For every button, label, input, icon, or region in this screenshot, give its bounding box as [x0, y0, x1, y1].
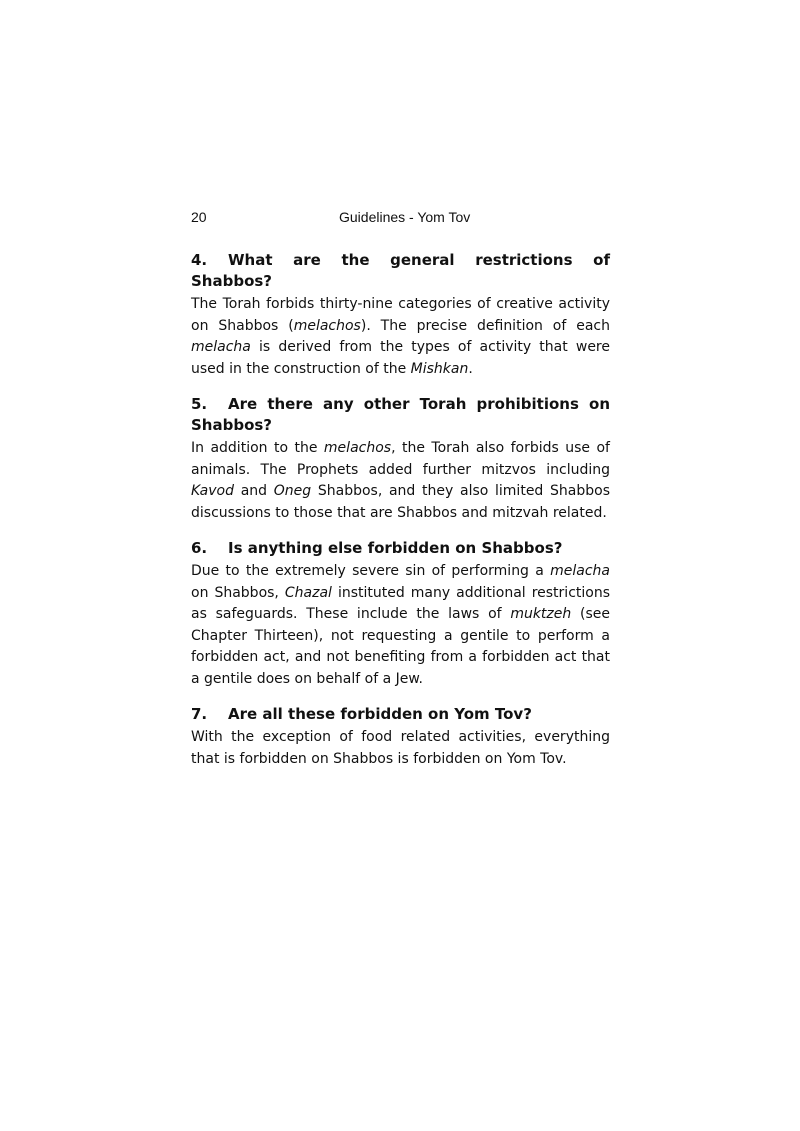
question-text: What are the general restrictions of Shabbos? [191, 251, 610, 290]
italic-term: melacha [550, 563, 610, 579]
answer-paragraph [191, 294, 610, 380]
question-number: 6. [191, 539, 208, 557]
question-number: 7. [191, 705, 208, 723]
italic-term: Mishkan [410, 360, 469, 377]
answer-text: instituted many additional restrictions as safeguards. These include the laws of [191, 584, 611, 622]
answer-text: is derived from the types of activity that were used in the construction of the [191, 339, 610, 377]
question-number: 5. [191, 395, 208, 413]
question-heading [191, 538, 610, 559]
italic-term: Kavod [191, 483, 234, 499]
answer-paragraph [191, 727, 610, 770]
italic-term: melacha [191, 339, 251, 355]
answer-text: and [234, 483, 274, 499]
answer-paragraph [191, 561, 610, 690]
question-heading [191, 704, 610, 725]
question-section-6 [191, 538, 610, 690]
italic-term: melachos [293, 317, 361, 334]
answer-text: Shabbos, and they also limited Shabbos discussions to those that are Shabbos and mitzvah related. [191, 483, 610, 521]
question-section-7 [191, 704, 610, 770]
answer-paragraph [191, 438, 610, 524]
question-number: 4. [191, 251, 208, 269]
question-text: Are all these forbidden on Yom Tov? [228, 705, 532, 723]
question-heading [191, 394, 610, 436]
question-section-4 [191, 250, 610, 380]
running-header [191, 207, 610, 229]
answer-text: , the Torah also forbids use of animals. The Prophets added further mitzvos including [191, 440, 610, 478]
question-section-5 [191, 394, 610, 524]
italic-term: melachos [323, 440, 392, 456]
question-heading [191, 250, 610, 292]
answer-text: . [468, 360, 473, 377]
italic-term: muktzeh [510, 606, 572, 622]
answer-text: The Torah forbids thirty-nine categories of creative activity on Shabbos ( [191, 296, 610, 334]
answer-text: (see Chapter Thirteen), not requesting a gentile to perform a forbidden act, and not benefiting from a forbidden act that a gentile does on behalf of a Jew. [191, 606, 610, 687]
question-text: Are there any other Torah prohibitions on Shabbos? [191, 395, 610, 434]
italic-term: Chazal [284, 584, 332, 601]
answer-text: In addition to the [191, 440, 324, 456]
running-header-title: Guidelines - Yom Tov [339, 209, 471, 225]
answer-text: With the exception of food related activities, everything that is forbidden on Shabbos is forbidden on Yom Tov. [191, 729, 610, 767]
book-page [191, 207, 610, 770]
answer-text: Due to the extremely severe sin of performing a [191, 563, 551, 579]
italic-term: Oneg [273, 483, 312, 499]
answer-text: on Shabbos, [191, 584, 285, 601]
answer-text: ). The precise definition of each [360, 317, 610, 334]
page-number: 20 [191, 209, 207, 225]
question-text: Is anything else forbidden on Shabbos? [228, 539, 563, 557]
